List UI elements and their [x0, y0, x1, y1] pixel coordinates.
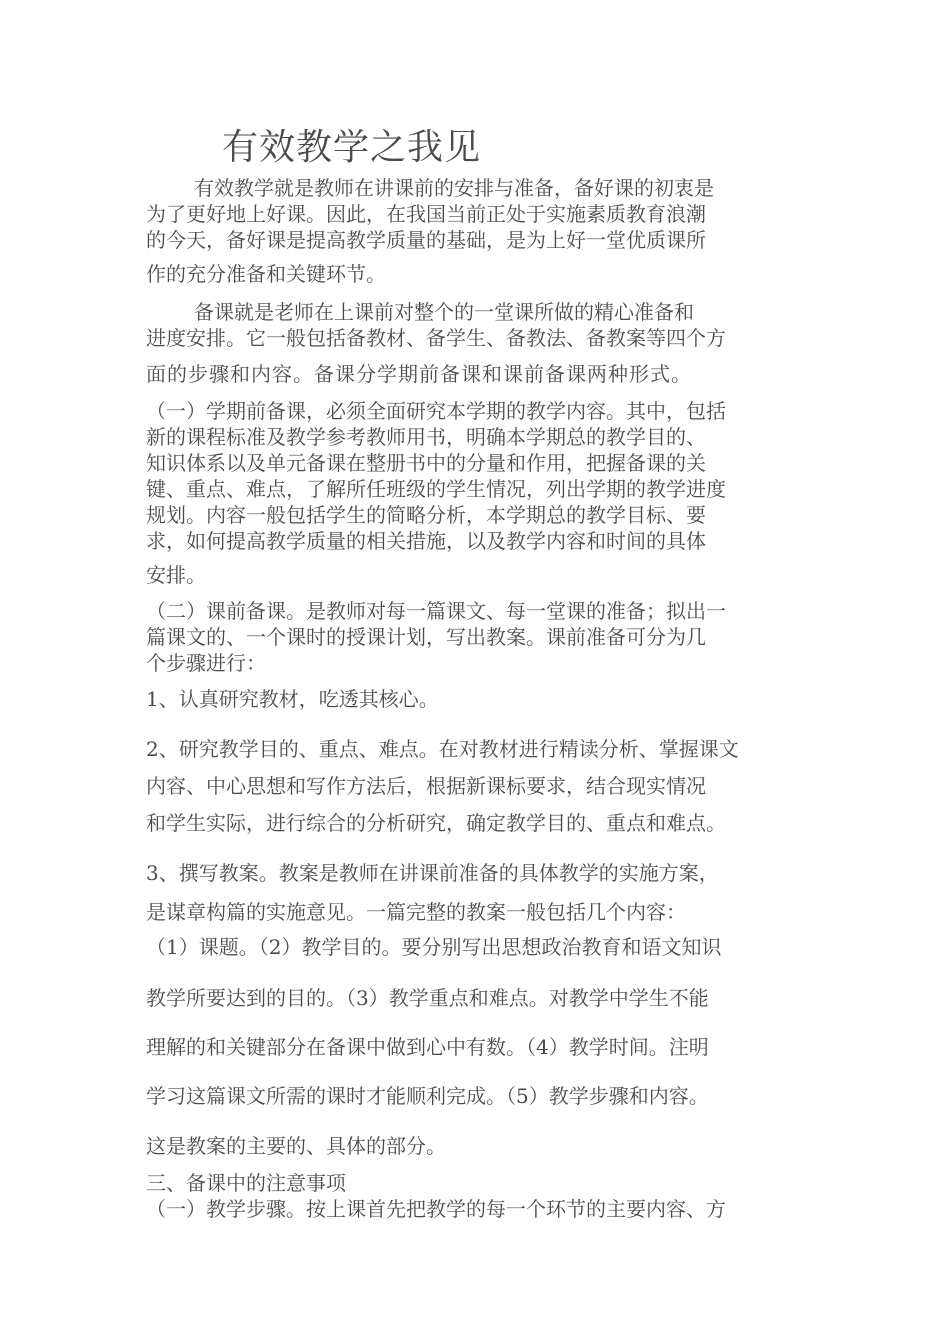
text-line: 2、研究教学目的、重点、难点。在对教材进行精读分析、掌握课文 [146, 737, 739, 761]
text-line: 规划。内容一般包括学生的简略分析，本学期总的教学目标、要 [146, 503, 706, 527]
text-line: （一）教学步骤。按上课首先把教学的每一个环节的主要内容、方 [146, 1197, 726, 1221]
text-line: （二）课前备课。是教师对每一篇课文、每一堂课的准备；拟出一 [146, 599, 726, 623]
text-line: 有效教学就是教师在讲课前的安排与准备，备好课的初衷是 [194, 176, 714, 200]
text-line: 进度安排。它一般包括备教材、备学生、备教法、备教案等四个方 [146, 326, 726, 350]
text-line: 学习这篇课文所需的课时才能顺利完成。（5）教学步骤和内容。 [146, 1084, 709, 1108]
text-line: 1、认真研究教材，吃透其核心。 [146, 687, 439, 711]
text-line: 备课就是老师在上课前对整个的一堂课所做的精心准备和 [194, 300, 694, 324]
text-line: 求，如何提高教学质量的相关措施，以及教学内容和时间的具体 [146, 529, 706, 553]
text-line: 新的课程标准及教学参考教师用书，明确本学期总的教学目的、 [146, 425, 706, 449]
text-line: 这是教案的主要的、具体的部分。 [146, 1134, 446, 1158]
document-title: 有效教学之我见 [222, 127, 482, 168]
text-line: 作的充分准备和关键环节。 [146, 262, 386, 286]
text-line: （1）课题。（2）教学目的。要分别写出思想政治教育和语文知识 [146, 935, 722, 959]
text-line: 教学所要达到的目的。（3）教学重点和难点。对教学中学生不能 [146, 986, 709, 1010]
text-line: 3、撰写教案。教案是教师在讲课前准备的具体教学的实施方案， [146, 861, 719, 885]
text-line: 是谋章构篇的实施意见。一篇完整的教案一般包括几个内容： [146, 900, 686, 924]
section-heading: 三、备课中的注意事项 [146, 1171, 346, 1195]
text-line: 个步骤进行： [146, 651, 266, 675]
text-line: 安排。 [146, 563, 206, 587]
text-line: 和学生实际，进行综合的分析研究，确定教学目的、重点和难点。 [146, 811, 726, 835]
text-line: 内容、中心思想和写作方法后，根据新课标要求，结合现实情况 [146, 774, 706, 798]
text-line: 为了更好地上好课。因此，在我国当前正处于实施素质教育浪潮 [146, 202, 706, 226]
text-line: 键、重点、难点，了解所任班级的学生情况，列出学期的教学进度 [146, 477, 726, 501]
text-line: 理解的和关键部分在备课中做到心中有数。（4）教学时间。注明 [146, 1035, 709, 1059]
text-line: 的今天，备好课是提高教学质量的基础，是为上好一堂优质课所 [146, 228, 706, 252]
text-line: 面的步骤和内容。备课分学期前备课和课前备课两种形式。 [146, 362, 692, 386]
text-line: 知识体系以及单元备课在整册书中的分量和作用，把握备课的关 [146, 451, 706, 475]
text-line: （一）学期前备课，必须全面研究本学期的教学内容。其中，包括 [146, 399, 726, 423]
text-line: 篇课文的、一个课时的授课计划，写出教案。课前准备可分为几 [146, 625, 706, 649]
